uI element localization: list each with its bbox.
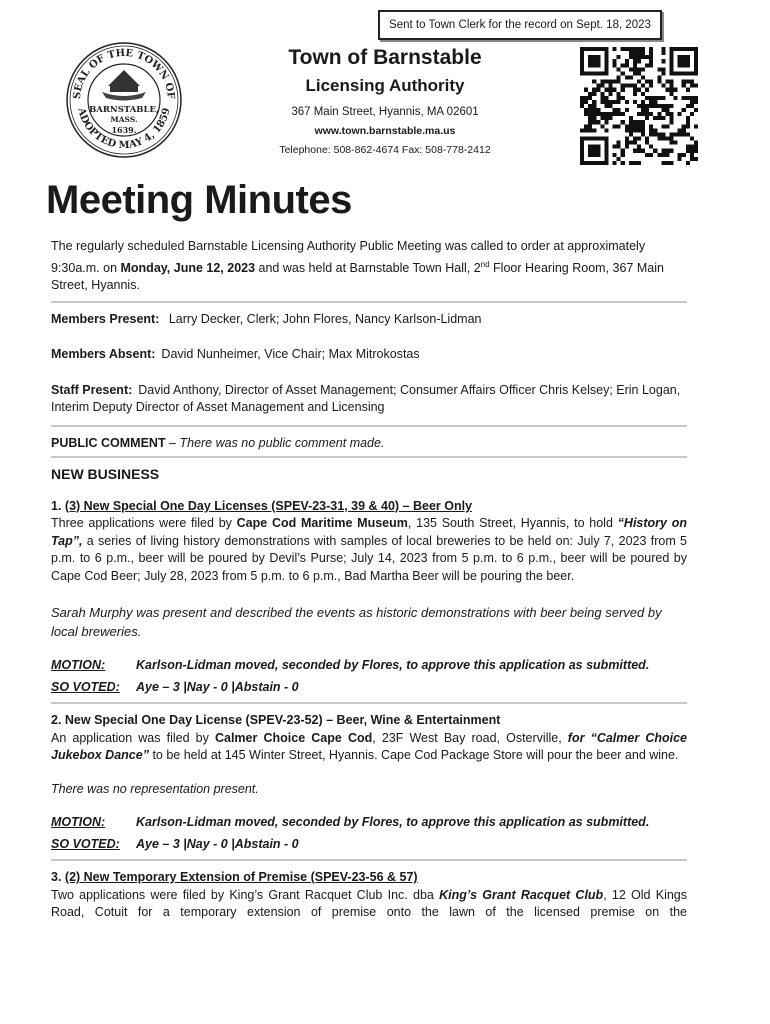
public-comment: PUBLIC COMMENT – There was no public comment made. [51, 435, 385, 450]
vote-line: SO VOTED: Aye – 3 |Nay - 0 |Abstain - 0 [51, 679, 299, 694]
motion-line: MOTION: Karlson-Lidman moved, seconded by Flores, to approve this application as submitted. [51, 815, 650, 830]
svg-text:1639.: 1639. [111, 125, 137, 135]
item-note: Sarah Murphy was present and described the events as historic demonstrations with beer being served by local breweries. [51, 605, 662, 640]
svg-text:SEAL OF THE TOWN OF: SEAL OF THE TOWN OF [71, 47, 177, 100]
town-seal-logo [64, 40, 184, 160]
agenda-item-1: 1. (3) New Special One Day Licenses (SPEV-23-31, 39 & 40) – Beer Only Three applications were filed by Cape Cod Maritime Museum, 135 South Street, Hyannis, to hold “History on Tap”, a series of living history demonstrations with samples of local breweries to be held on: July 7, 2023 from 5 p.m. to 6 p.m., beer will be poured by Devil’s Purse; July 14, 2023 from 5 p.m. to 6 p.m., beer will be poured by Cape Cod Beer; July 28, 2023 from 5 p.m. to 6 p.m., Bad Martha Beer will be pouring the beer. Sarah Murphy was present and described the events as historic demonstrations with beer being served by local breweries. MOTION: Karlson-Lidman moved, seconded by Flores, to approve this application as submitted. SO VOTED: Aye – 3 |Nay - 0 |Abstain - 0 [51, 498, 687, 697]
agenda-item-2: 2. New Special One Day License (SPEV-23-52) – Beer, Wine & Entertainment An application was filed by Calmer Choice Cape Cod, 23F West Bay road, Osterville, for “Calmer Choice Jukebox Dance” to be held at 145 Winter Street, Hyannis. Cape Cod Package Store will pour the beer and wine. There was no representation present. MOTION: Karlson-Lidman moved, seconded by Flores, to approve this application as submitted. SO VOTED: Aye – 3 |Nay - 0 |Abstain - 0 [51, 712, 687, 853]
svg-text:MASS.: MASS. [110, 115, 138, 124]
members-present: Members Present: Larry Decker, Clerk; John Flores, Nancy Karlson-Lidman [51, 311, 482, 326]
minutes-body [51, 238, 687, 922]
agenda-item-3: 3. (2) New Temporary Extension of Premise (SPEV-23-56 & 57) Two applications were filed by King’s Grant Racquet Club Inc. dba King’s Grant Racquet Club, 12 Old Kings Road, Cotuit for a temporary extension of premise onto the lawn of the licensed premise on the [51, 870, 687, 920]
intro-paragraph: The regularly scheduled Barnstable Licensing Authority Public Meeting was called to order at approximately 9:30a.m. on Monday, June 12, 2023 and was held at Barnstable Town Hall, 2nd Floor Hearing Room, 367 Main Street, Hyannis. [51, 239, 664, 293]
address: 367 Main Street, Hyannis, MA 02601 [291, 106, 479, 118]
new-business-heading: NEW BUSINESS [51, 466, 160, 483]
item-note: There was no representation present. [51, 781, 259, 796]
divider [51, 425, 687, 427]
qr-code [580, 46, 698, 166]
town-name: Town of Barnstable [288, 46, 482, 69]
svg-text:ADOPTED MAY 4, 1859: ADOPTED MAY 4, 1859 [75, 106, 173, 151]
divider [51, 702, 687, 704]
staff-present: Staff Present: David Anthony, Director of Asset Management; Consumer Affairs Officer Chris Kelsey; Erin Logan, Interim Deputy Director of Asset Management and Licensing [51, 382, 681, 415]
authority-name: Licensing Authority [305, 76, 465, 95]
letterhead [240, 46, 530, 156]
telephone-fax: Telephone: 508-862-4674 Fax: 508-778-2412 [279, 144, 491, 156]
divider [51, 859, 687, 861]
divider [51, 301, 687, 303]
divider [51, 456, 687, 458]
page-title: Meeting Minutes [46, 178, 352, 222]
motion-line: MOTION: Karlson-Lidman moved, seconded by Flores, to approve this application as submitted. [51, 658, 650, 673]
clerk-record-stamp: Sent to Town Clerk for the record on Sept. 18, 2023 [378, 10, 662, 40]
website-link[interactable]: www.town.barnstable.ma.us [314, 125, 456, 137]
members-absent: Members Absent: David Nunheimer, Vice Chair; Max Mitrokostas [51, 347, 420, 362]
vote-line: SO VOTED: Aye – 3 |Nay - 0 |Abstain - 0 [51, 836, 299, 851]
svg-text:BARNSTABLE,: BARNSTABLE, [89, 105, 159, 115]
